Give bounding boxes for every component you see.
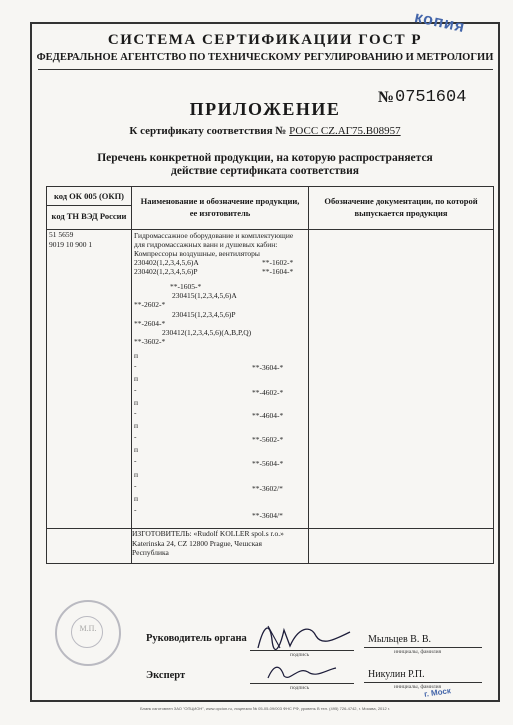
manufacturer-line: Республика: [132, 548, 169, 557]
okp-header: код ОК 005 (ОКП): [47, 187, 131, 206]
codes-header-cell: [47, 187, 132, 230]
manufacturer-line: Katerinska 24, CZ 12800 Prague, Чешская: [132, 538, 262, 548]
head-signature: [250, 618, 360, 654]
tnved-code: 9019 10 900 1: [49, 239, 93, 249]
subtitle-line-1: Перечень конкретной продукции, на которую распространяется: [97, 152, 433, 164]
list-item: **-3602-*: [134, 337, 166, 346]
list-item: **-2602-*: [134, 300, 166, 309]
products-cell: [132, 230, 309, 529]
list-item: **-3602/*: [252, 484, 283, 493]
head-label: Руководитель органа: [146, 633, 247, 644]
expert-name-caption: инициалы, фамилия: [394, 684, 442, 690]
certificate-prefix: К сертификату соответствия №: [129, 125, 287, 137]
tnved-header: код ТН ВЭД России: [51, 211, 127, 221]
seal-label: М.П.: [79, 624, 97, 633]
docs-cell: [309, 230, 494, 529]
agency-name: ФЕДЕРАЛЬНОЕ АГЕНТСТВО ПО ТЕХНИЧЕСКОМУ РЕГУЛИРОВАНИЮ И МЕТРОЛОГИИ: [36, 52, 494, 63]
manufacturer-codes-cell: [47, 529, 132, 564]
list-item: п: [134, 374, 139, 383]
seal-stamp: [55, 600, 121, 666]
list-item: п: [134, 398, 139, 407]
product-header-cell: [132, 187, 309, 230]
list-item: для гидромассажных ванн и душевых кабин:: [134, 240, 278, 249]
head-sign-caption: подпись: [290, 652, 310, 658]
list-item: -: [134, 481, 137, 490]
list-item: п: [134, 445, 139, 454]
list-item: **-5602-*: [252, 435, 284, 444]
manufacturer-docs-cell: [309, 529, 494, 564]
list-item: Компрессоры воздушные, вентиляторы: [134, 249, 260, 258]
list-item: 230412(1,2,3,4,5,6)(A,B,P,Q): [162, 328, 252, 337]
list-item: **-1602-*: [262, 258, 294, 267]
number-prefix: №: [378, 89, 395, 106]
list-item: **-1605-*: [170, 282, 202, 291]
okp-code: 51 5659: [49, 230, 74, 239]
list-item: **-1604-*: [262, 267, 294, 276]
corner-stamp: г. Моск: [423, 686, 452, 699]
header-rule: [38, 69, 493, 70]
list-item: -: [134, 385, 137, 394]
docs-header-cell: [309, 187, 494, 230]
list-item: -: [134, 432, 137, 441]
expert-sign-line: [250, 683, 354, 684]
list-item: -: [134, 361, 137, 370]
product-table: [46, 186, 494, 564]
list-item: -: [134, 505, 137, 514]
list-item: **-4604-*: [252, 411, 284, 420]
certificate-number: РОСС CZ.АГ75.В08957: [289, 125, 401, 137]
product-header: Наименование и обозначение продукции, ее изготовитель: [140, 196, 300, 218]
list-item: 230415(1,2,3,4,5,6)A: [172, 291, 237, 300]
product-list: [132, 230, 308, 528]
certificate-reference: [30, 125, 500, 137]
list-item: Гидромассажное оборудование и комплектующие: [134, 231, 294, 240]
blank-number: 0751604: [395, 88, 467, 107]
subtitle-line-2: действие сертификата соответствия: [171, 165, 359, 177]
page-title: ПРИЛОЖЕНИЕ: [189, 99, 341, 119]
docs-header: Обозначение документации, по которой выпускается продукция: [324, 196, 478, 218]
list-item: -: [134, 408, 137, 417]
manufacturer-cell: [132, 529, 309, 564]
list-item: -: [134, 456, 137, 465]
expert-name-line: [364, 682, 482, 683]
list-item: п: [134, 494, 139, 503]
list-item: 230402(1,2,3,4,5,6)P: [134, 267, 198, 276]
list-item: **-2604-*: [134, 319, 166, 328]
expert-name: Никулин Р.П.: [368, 669, 425, 680]
codes-cell: [47, 230, 132, 529]
list-item: п: [134, 351, 139, 360]
list-item: **-5604-*: [252, 459, 284, 468]
list-item: **-3604-*: [252, 363, 284, 372]
list-item: п: [134, 470, 139, 479]
head-name-caption: инициалы, фамилия: [394, 649, 442, 655]
expert-sign-caption: подпись: [290, 685, 310, 691]
list-item: 230402(1,2,3,4,5,6)A: [134, 258, 199, 267]
head-sign-line: [250, 650, 354, 651]
printer-footer: Бланк изготовлен ЗАО "ОПЦИОН", www.opcion.ru, лицензия № 05-05-09/003 ФНС РФ, уровень B тел. (495) 726-4742, г. Москва, 2012 г.: [140, 706, 390, 711]
head-name-line: [364, 647, 482, 648]
list-item: 230415(1,2,3,4,5,6)P: [172, 310, 236, 319]
list-item: **-4602-*: [252, 388, 284, 397]
expert-signature: [262, 660, 342, 684]
list-item: **-3604/*: [252, 511, 283, 520]
list-item: п: [134, 421, 139, 430]
expert-label: Эксперт: [146, 670, 186, 681]
head-name: Мыльцев В. В.: [368, 634, 432, 645]
certification-system-title: СИСТЕМА СЕРТИФИКАЦИИ ГОСТ Р: [107, 32, 423, 48]
manufacturer-line: ИЗГОТОВИТЕЛЬ: «Rudolf KOLLER spol.s r.o.»: [132, 529, 284, 538]
copy-stamp: копия: [412, 8, 467, 37]
